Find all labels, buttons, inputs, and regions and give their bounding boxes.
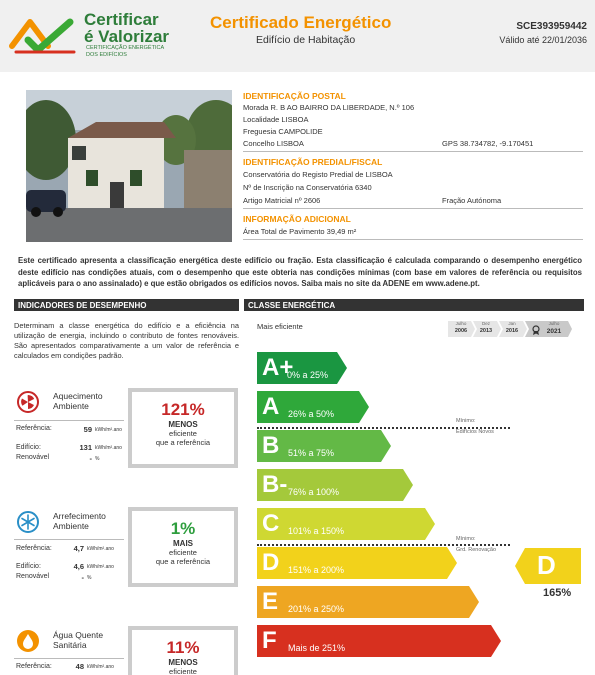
class-d-arrow bbox=[257, 547, 457, 579]
valid-until: Válido até 22/01/2036 bbox=[499, 35, 587, 45]
class-c-range: 101% a 150% bbox=[288, 526, 345, 536]
min-reno-sub: Grd. Renovação bbox=[456, 547, 497, 553]
heating-percent: 121% bbox=[161, 400, 205, 419]
class-c-arrow bbox=[257, 508, 435, 540]
cooling-compare-line2: eficiente bbox=[169, 548, 197, 557]
class-b-minus-range: 76% a 100% bbox=[288, 487, 340, 497]
heating-ref-unit: kWh/m².ano bbox=[95, 427, 122, 433]
heating-result-box bbox=[128, 388, 238, 468]
min-new-sub: Edifícios Novos bbox=[456, 429, 494, 435]
building-photo bbox=[26, 90, 232, 242]
gps-coordinates: GPS 38.734782, -9.170451 bbox=[442, 139, 534, 148]
divider bbox=[243, 208, 583, 209]
result-percent: 165% bbox=[543, 587, 572, 599]
cooling-ref-label: Referência: bbox=[16, 545, 52, 552]
timeline-year-1: 2006 bbox=[454, 328, 468, 334]
logo-title-line1: Certificar bbox=[84, 10, 159, 29]
cooling-bld-unit: kWh/m².ano bbox=[87, 564, 114, 570]
dhw-percent: 11% bbox=[166, 638, 200, 657]
timeline-year-3: 2016 bbox=[505, 328, 519, 334]
cooling-result-box bbox=[128, 507, 238, 587]
heating-title: Aquecimento Ambiente bbox=[53, 391, 103, 411]
divider bbox=[14, 658, 124, 659]
logo-title-line2: é Valorizar bbox=[84, 27, 170, 46]
min-reno-label: Mínimo: bbox=[456, 536, 476, 542]
class-c-letter: C bbox=[262, 510, 280, 537]
timeline-year-2: 2013 bbox=[479, 328, 493, 334]
class-d-range: 151% a 200% bbox=[288, 565, 345, 575]
predial-fraction: Fração Autónoma bbox=[442, 196, 502, 205]
energy-class-scale bbox=[257, 350, 507, 670]
divider bbox=[14, 420, 124, 421]
cooling-compare-word: MAIS bbox=[173, 539, 193, 548]
divider bbox=[14, 539, 124, 540]
timeline-month-1: Julho bbox=[455, 321, 467, 326]
predial-registry: Conservatória do Registo Predial de LISBOA bbox=[243, 170, 393, 179]
class-a-letter: A bbox=[262, 393, 280, 420]
dhw-ref-label: Referência: bbox=[16, 663, 52, 670]
postal-municipality: Concelho LISBOA bbox=[243, 139, 304, 148]
cooling-bld-value: 4,6 bbox=[73, 562, 84, 571]
dhw-title: Água Quente Sanitária bbox=[53, 630, 104, 650]
cooling-bld-label: Edifício: bbox=[16, 563, 41, 570]
energy-class-heading: CLASSE ENERGÉTICA bbox=[244, 299, 584, 311]
dhw-result-box bbox=[128, 626, 238, 675]
predial-article: Artigo Matricial nº 2606 bbox=[243, 196, 321, 205]
heating-bld-label: Edifício: bbox=[16, 444, 41, 451]
cooling-ref-value: 4,7 bbox=[73, 544, 84, 553]
class-e-letter: E bbox=[262, 588, 279, 615]
cooling-title: Arrefecimento Ambiente bbox=[53, 511, 106, 531]
heating-bld-unit: kWh/m².ano bbox=[95, 445, 122, 451]
class-f-letter: F bbox=[262, 627, 277, 654]
page-subtitle: Edifício de Habitação bbox=[256, 34, 356, 46]
class-b-letter: B bbox=[262, 432, 280, 459]
heating-bld-value: 131 bbox=[79, 443, 92, 452]
class-a-range: 26% a 50% bbox=[288, 409, 335, 419]
timeline-year-4: 2021 bbox=[546, 328, 562, 335]
total-area: Área Total de Pavimento 39,49 m² bbox=[243, 227, 357, 236]
class-a-plus-range: 0% a 25% bbox=[287, 370, 329, 380]
min-renovation-line bbox=[257, 544, 510, 546]
heating-ren-label: Renovável bbox=[16, 454, 50, 461]
heating-compare-line2: eficiente bbox=[169, 429, 197, 438]
water-drop-icon bbox=[17, 630, 39, 652]
cooling-compare-line3: que a referência bbox=[155, 557, 211, 566]
cooling-ren-label: Renovável bbox=[16, 573, 50, 580]
class-b-minus-letter: B- bbox=[262, 471, 288, 498]
additional-heading: INFORMAÇÃO ADICIONAL bbox=[243, 214, 351, 224]
class-d-letter: D bbox=[262, 549, 280, 576]
heating-ref-label: Referência: bbox=[16, 425, 52, 432]
timeline-month-3: Jan bbox=[508, 321, 516, 326]
indicators-description: Determinam a classe energética do edifício e a eficiência na utilização de energia, incluindo o contributo de fontes renováveis. São apresentados comparativamente a um valor de referência e calculados em condições padrão. bbox=[14, 321, 239, 360]
divider bbox=[243, 239, 583, 240]
intro-paragraph: Este certificado apresenta a classificação energética deste edifício ou fração. Esta classificação é calculada comparando o desempenho energético deste edifício nas condições atuais, com o desempenho que este obteria nas condições mínimas (com base em valores de referência ou requisitos aplicáveis para o ano assinalado) e que estão obrigados os edifícios novos. Saiba mais no site da ADENE em www.adene.pt. bbox=[18, 256, 582, 288]
certificar-logo-icon bbox=[8, 12, 82, 56]
divider bbox=[243, 151, 583, 152]
predial-registration: Nº de Inscrição na Conservatória 6340 bbox=[243, 183, 372, 192]
heating-ren-unit: % bbox=[95, 456, 100, 462]
heating-compare-word: MENOS bbox=[168, 420, 198, 429]
snowflake-icon bbox=[17, 511, 39, 533]
heating-ren-value: - bbox=[89, 454, 92, 463]
timeline-month-2: Dez bbox=[481, 321, 490, 326]
cooling-percent: 1% bbox=[170, 519, 196, 538]
most-efficient-label: Mais eficiente bbox=[257, 322, 303, 331]
class-f-range: Mais de 251% bbox=[288, 643, 346, 653]
class-e-range: 201% a 250% bbox=[288, 604, 345, 614]
class-a-plus-letter: A+ bbox=[262, 354, 294, 381]
cooling-ref-unit: kWh/m².ano bbox=[87, 546, 114, 552]
dhw-ref-value: 48 bbox=[75, 662, 84, 671]
certificate-code: SCE393959442 bbox=[516, 21, 587, 32]
logo-subtitle: CERTIFICAÇÃO ENERGÉTICA DOS EDIFÍCIOS bbox=[86, 45, 164, 58]
postal-heading: IDENTIFICAÇÃO POSTAL bbox=[243, 91, 346, 101]
postal-parish: Freguesia CAMPOLIDE bbox=[243, 127, 323, 136]
predial-heading: IDENTIFICAÇÃO PREDIAL/FISCAL bbox=[243, 157, 383, 167]
indicators-heading: INDICADORES DE DESEMPENHO bbox=[14, 299, 239, 311]
dhw-compare-word: MENOS bbox=[168, 658, 198, 667]
postal-locality: Localidade LISBOA bbox=[243, 115, 309, 124]
class-b-range: 51% a 75% bbox=[288, 448, 335, 458]
result-class-letter: D bbox=[537, 550, 556, 580]
postal-address: Morada R. B AO BAIRRO DA LIBERDADE, N.º 106 bbox=[243, 103, 415, 112]
dhw-ref-unit: kWh/m².ano bbox=[87, 664, 114, 670]
heating-ref-value: 59 bbox=[83, 425, 92, 434]
timeline-month-4: Julho bbox=[548, 321, 560, 326]
page-title: Certificado Energético bbox=[210, 13, 392, 32]
heating-icon bbox=[17, 391, 39, 413]
cooling-ren-value: - bbox=[81, 573, 84, 582]
heating-compare-line3: que a referência bbox=[155, 438, 211, 447]
min-new-label: Mínimo: bbox=[456, 418, 476, 424]
dhw-compare-line2: eficiente bbox=[169, 667, 197, 675]
cooling-ren-unit: % bbox=[87, 575, 92, 581]
